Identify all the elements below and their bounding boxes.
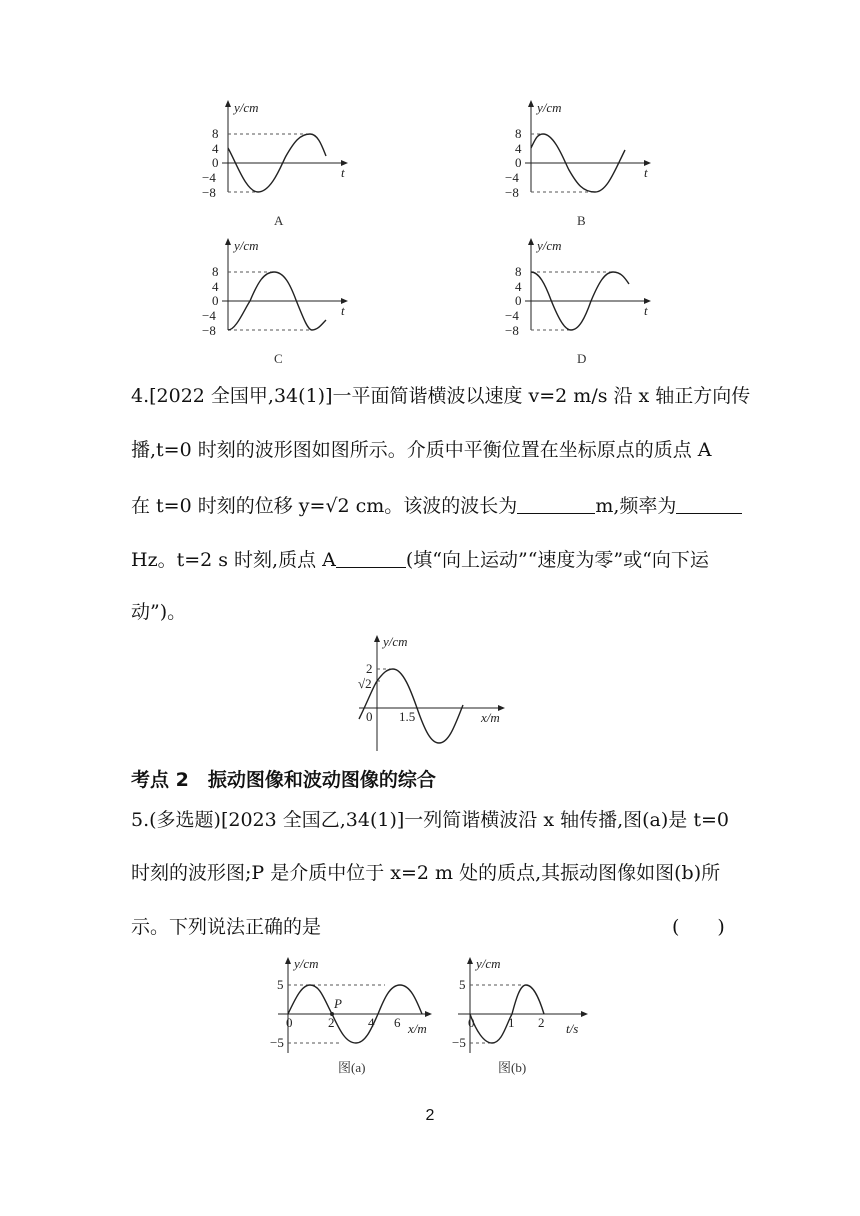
q5-line-1: 5.(多选题)[2023 全国乙,34(1)]一列简谐横波沿 x 轴传播,图(a)是 t=0 [131, 809, 729, 831]
q5-figure-b [450, 955, 600, 1080]
option-graph-d [503, 238, 663, 368]
svg-text:5: 5 [459, 977, 466, 992]
q4-line-2: 播,t=0 时刻的波形图如图所示。介质中平衡位置在坐标原点的质点 A [131, 439, 712, 461]
x-axis-label: t [341, 303, 345, 318]
svg-text:5: 5 [277, 977, 284, 992]
option-letter: D [577, 351, 587, 366]
svg-text:4: 4 [368, 1015, 375, 1030]
svg-text:−5: −5 [270, 1035, 284, 1050]
svg-text:−4: −4 [202, 170, 216, 185]
point-p-label: P [334, 996, 342, 1011]
svg-text:−8: −8 [505, 323, 519, 338]
option-graph-a [200, 100, 360, 230]
svg-text:2: 2 [328, 1015, 335, 1030]
svg-text:0: 0 [212, 293, 219, 308]
option-letter: A [274, 213, 284, 228]
option-letter: B [577, 213, 586, 228]
x-axis-label: t [341, 165, 345, 180]
option-graph-c [200, 238, 360, 368]
q4-wave-figure [355, 633, 515, 753]
x-axis-label: t/s [566, 1021, 579, 1036]
svg-text:−8: −8 [505, 185, 519, 200]
svg-text:4: 4 [212, 279, 219, 294]
figure-caption: 图(b) [498, 1060, 527, 1075]
svg-text:1.5: 1.5 [399, 709, 416, 724]
svg-text:−4: −4 [202, 308, 216, 323]
svg-text:−4: −4 [505, 170, 519, 185]
page-number: 2 [425, 1107, 435, 1124]
y-axis-label: y/cm [537, 100, 562, 115]
y-axis-label: y/cm [476, 956, 501, 971]
svg-text:4: 4 [515, 141, 522, 156]
q4-line-5: 动”)。 [131, 601, 187, 623]
y-axis-label: y/cm [383, 634, 408, 649]
svg-text:−8: −8 [202, 323, 216, 338]
y-axis-label: y/cm [537, 238, 562, 253]
svg-text:4: 4 [515, 279, 522, 294]
svg-text:0: 0 [212, 155, 219, 170]
svg-text:0: 0 [366, 709, 373, 724]
svg-text:0: 0 [468, 1015, 475, 1030]
wave-curve [359, 669, 463, 743]
q4-line-1: 4.[2022 全国甲,34(1)]一平面简谐横波以速度 v=2 m/s 沿 x 轴正方向传 [131, 385, 751, 407]
q5-line-3: 示。下列说法正确的是 [131, 916, 322, 938]
q4-line-3: 在 t=0 时刻的位移 y=√2 cm。该波的波长为 m,频率为 [131, 495, 731, 516]
svg-text:8: 8 [212, 264, 219, 279]
q5-figure-a [270, 955, 440, 1080]
answer-paren[interactable]: ( ) [672, 916, 725, 938]
figure-caption: 图(a) [338, 1060, 366, 1075]
x-axis-label: x/m [408, 1021, 427, 1036]
answer-blank-motion[interactable] [336, 549, 406, 568]
svg-text:√2: √2 [358, 676, 372, 691]
answer-blank-frequency[interactable] [676, 495, 742, 514]
svg-text:2: 2 [538, 1015, 545, 1030]
svg-text:2: 2 [366, 661, 373, 676]
svg-text:−5: −5 [452, 1035, 466, 1050]
svg-text:8: 8 [515, 264, 522, 279]
y-axis-label: y/cm [234, 100, 259, 115]
y-axis-label: y/cm [234, 238, 259, 253]
q5-line-2: 时刻的波形图;P 是介质中位于 x=2 m 处的质点,其振动图像如图(b)所 [131, 862, 721, 884]
svg-text:1: 1 [508, 1015, 515, 1030]
svg-text:−4: −4 [505, 308, 519, 323]
answer-blank-wavelength[interactable] [517, 495, 595, 514]
svg-text:8: 8 [212, 126, 219, 141]
x-axis-label: t [644, 303, 648, 318]
x-axis-label: x/m [481, 710, 500, 725]
option-graph-b [503, 100, 663, 230]
y-axis-label: y/cm [294, 956, 319, 971]
x-axis-label: t [644, 165, 648, 180]
svg-text:8: 8 [515, 126, 522, 141]
section-heading: 考点 2 振动图像和波动图像的综合 [131, 769, 436, 791]
svg-text:0: 0 [286, 1015, 293, 1030]
svg-text:−8: −8 [202, 185, 216, 200]
svg-text:0: 0 [515, 155, 522, 170]
option-letter: C [274, 351, 283, 366]
svg-text:0: 0 [515, 293, 522, 308]
svg-text:4: 4 [212, 141, 219, 156]
q4-line-4: Hz。t=2 s 时刻,质点 A (填“向上运动”“速度为零”或“向下运 [131, 549, 709, 571]
svg-text:6: 6 [394, 1015, 401, 1030]
